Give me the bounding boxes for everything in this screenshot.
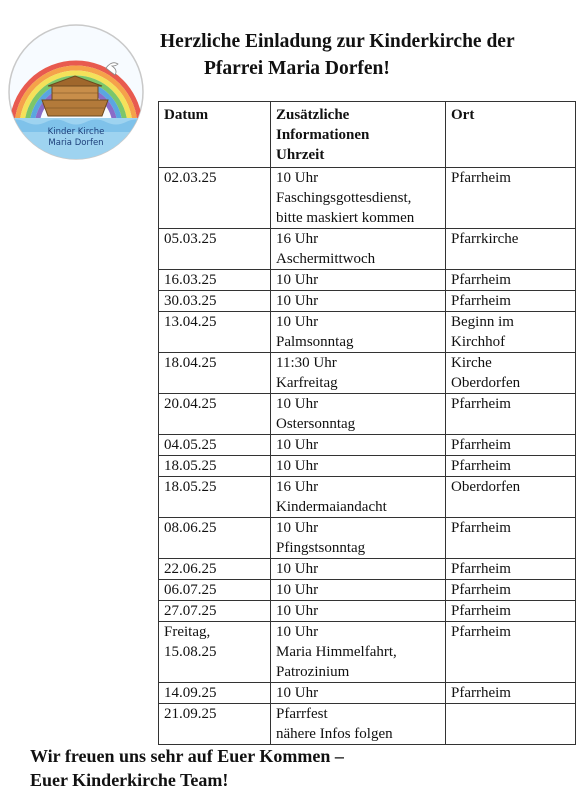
info-text: Faschingsgottesdienst, (276, 190, 412, 206)
cell-info (271, 518, 446, 559)
cell-date (159, 168, 271, 229)
table-row (159, 683, 576, 704)
info-text: 10 Uhr (276, 170, 319, 186)
info-text: Kindermaiandacht (276, 499, 387, 515)
cell-place (446, 312, 576, 353)
cell-place (446, 168, 576, 229)
info-text: Aschermittwoch (276, 251, 376, 267)
date-text: Freitag, (164, 624, 211, 640)
info-text: 16 Uhr (276, 479, 319, 495)
cell-date (159, 229, 271, 270)
place-text: Pfarrheim (451, 603, 511, 619)
footer-message (30, 744, 570, 792)
table-row (159, 601, 576, 622)
cell-place (446, 518, 576, 559)
cell-place (446, 229, 576, 270)
footer-line-1: Wir freuen uns sehr auf Euer Kommen – (30, 746, 344, 766)
place-text: Pfarrheim (451, 396, 511, 412)
cell-info (271, 312, 446, 353)
cell-place (446, 580, 576, 601)
place-text: Pfarrheim (451, 624, 511, 640)
cell-info (271, 229, 446, 270)
table-row (159, 518, 576, 559)
date-text: 15.08.25 (164, 644, 217, 660)
svg-text:Maria Dorfen: Maria Dorfen (48, 138, 104, 148)
cell-place (446, 601, 576, 622)
info-text: 10 Uhr (276, 437, 319, 453)
cell-place (446, 559, 576, 580)
place-text: Pfarrkirche (451, 231, 519, 247)
header-place: Ort (446, 102, 576, 168)
info-text: 10 Uhr (276, 314, 319, 330)
place-text: Pfarrheim (451, 458, 511, 474)
place-text: Oberdorfen (451, 375, 521, 391)
cell-date (159, 291, 271, 312)
cell-date (159, 312, 271, 353)
place-text: Pfarrheim (451, 170, 511, 186)
table-row (159, 394, 576, 435)
cell-date (159, 559, 271, 580)
info-text: 16 Uhr (276, 231, 319, 247)
place-text: Pfarrheim (451, 293, 511, 309)
cell-date (159, 435, 271, 456)
cell-info (271, 683, 446, 704)
schedule-body (159, 168, 576, 745)
table-row (159, 229, 576, 270)
table-row (159, 312, 576, 353)
table-row (159, 580, 576, 601)
cell-info (271, 477, 446, 518)
place-text: Pfarrheim (451, 520, 511, 536)
cell-date (159, 353, 271, 394)
table-row (159, 456, 576, 477)
date-text: 22.06.25 (164, 561, 217, 577)
page-title (150, 28, 580, 82)
table-row (159, 168, 576, 229)
place-text: Pfarrheim (451, 685, 511, 701)
cell-date (159, 477, 271, 518)
date-text: 30.03.25 (164, 293, 217, 309)
date-text: 18.05.25 (164, 479, 217, 495)
cell-date (159, 622, 271, 683)
cell-place (446, 683, 576, 704)
cell-place (446, 291, 576, 312)
info-text: 10 Uhr (276, 603, 319, 619)
cell-info (271, 622, 446, 683)
place-text: Oberdorfen (451, 479, 521, 495)
cell-info (271, 580, 446, 601)
cell-place (446, 456, 576, 477)
table-row (159, 270, 576, 291)
title-line-2: Pfarrei Maria Dorfen! (204, 58, 390, 79)
cell-place (446, 622, 576, 683)
info-text: nähere Infos folgen (276, 726, 393, 742)
info-text: 10 Uhr (276, 624, 319, 640)
date-text: 21.09.25 (164, 706, 217, 722)
cell-date (159, 456, 271, 477)
cell-date (159, 683, 271, 704)
kinderkirche-logo (6, 22, 146, 162)
info-text: 10 Uhr (276, 458, 319, 474)
info-text: Pfarrfest (276, 706, 328, 722)
cell-date (159, 704, 271, 745)
info-text: Patrozinium (276, 664, 350, 680)
schedule-table (158, 101, 576, 745)
cell-info (271, 394, 446, 435)
info-text: 10 Uhr (276, 396, 319, 412)
svg-text:Kinder Kirche: Kinder Kirche (47, 127, 105, 137)
date-text: 27.07.25 (164, 603, 217, 619)
info-text: 11:30 Uhr (276, 355, 337, 371)
cell-info (271, 353, 446, 394)
info-text: 10 Uhr (276, 561, 319, 577)
info-text: 10 Uhr (276, 272, 319, 288)
place-text: Pfarrheim (451, 437, 511, 453)
cell-info (271, 270, 446, 291)
cell-info (271, 456, 446, 477)
date-text: 18.04.25 (164, 355, 217, 371)
info-text: Maria Himmelfahrt, (276, 644, 397, 660)
place-text: Kirche (451, 355, 492, 371)
place-text: Pfarrheim (451, 582, 511, 598)
cell-info (271, 435, 446, 456)
date-text: 13.04.25 (164, 314, 217, 330)
date-text: 14.09.25 (164, 685, 217, 701)
header-date: Datum (159, 102, 271, 168)
cell-info (271, 168, 446, 229)
cell-place (446, 704, 576, 745)
table-row (159, 353, 576, 394)
cell-info (271, 601, 446, 622)
cell-place (446, 477, 576, 518)
table-row (159, 559, 576, 580)
date-text: 16.03.25 (164, 272, 217, 288)
place-text: Pfarrheim (451, 272, 511, 288)
cell-info (271, 559, 446, 580)
header-info: Zusätzliche Informationen Uhrzeit (271, 102, 446, 168)
cell-date (159, 270, 271, 291)
footer-line-2: Euer Kinderkirche Team! (30, 770, 229, 790)
date-text: 04.05.25 (164, 437, 217, 453)
cell-date (159, 601, 271, 622)
cell-place (446, 353, 576, 394)
cell-info (271, 291, 446, 312)
info-text: 10 Uhr (276, 520, 319, 536)
date-text: 06.07.25 (164, 582, 217, 598)
info-text: 10 Uhr (276, 685, 319, 701)
table-row (159, 435, 576, 456)
table-row (159, 704, 576, 745)
info-text: Ostersonntag (276, 416, 356, 432)
info-text: Pfingstsonntag (276, 540, 366, 556)
cell-place (446, 435, 576, 456)
date-text: 02.03.25 (164, 170, 217, 186)
cell-date (159, 518, 271, 559)
cell-date (159, 580, 271, 601)
place-text: Kirchhof (451, 334, 506, 350)
table-header-row (159, 102, 576, 168)
date-text: 18.05.25 (164, 458, 217, 474)
cell-info (271, 704, 446, 745)
table-row (159, 291, 576, 312)
date-text: 05.03.25 (164, 231, 217, 247)
info-text: bitte maskiert kommen (276, 210, 415, 226)
table-row (159, 622, 576, 683)
place-text: Beginn im (451, 314, 514, 330)
date-text: 20.04.25 (164, 396, 217, 412)
date-text: 08.06.25 (164, 520, 217, 536)
cell-date (159, 394, 271, 435)
cell-place (446, 270, 576, 291)
info-text: 10 Uhr (276, 293, 319, 309)
info-text: Karfreitag (276, 375, 338, 391)
title-line-1: Herzliche Einladung zur Kinderkirche der (160, 31, 515, 52)
info-text: 10 Uhr (276, 582, 319, 598)
place-text: Pfarrheim (451, 561, 511, 577)
cell-place (446, 394, 576, 435)
table-row (159, 477, 576, 518)
info-text: Palmsonntag (276, 334, 354, 350)
